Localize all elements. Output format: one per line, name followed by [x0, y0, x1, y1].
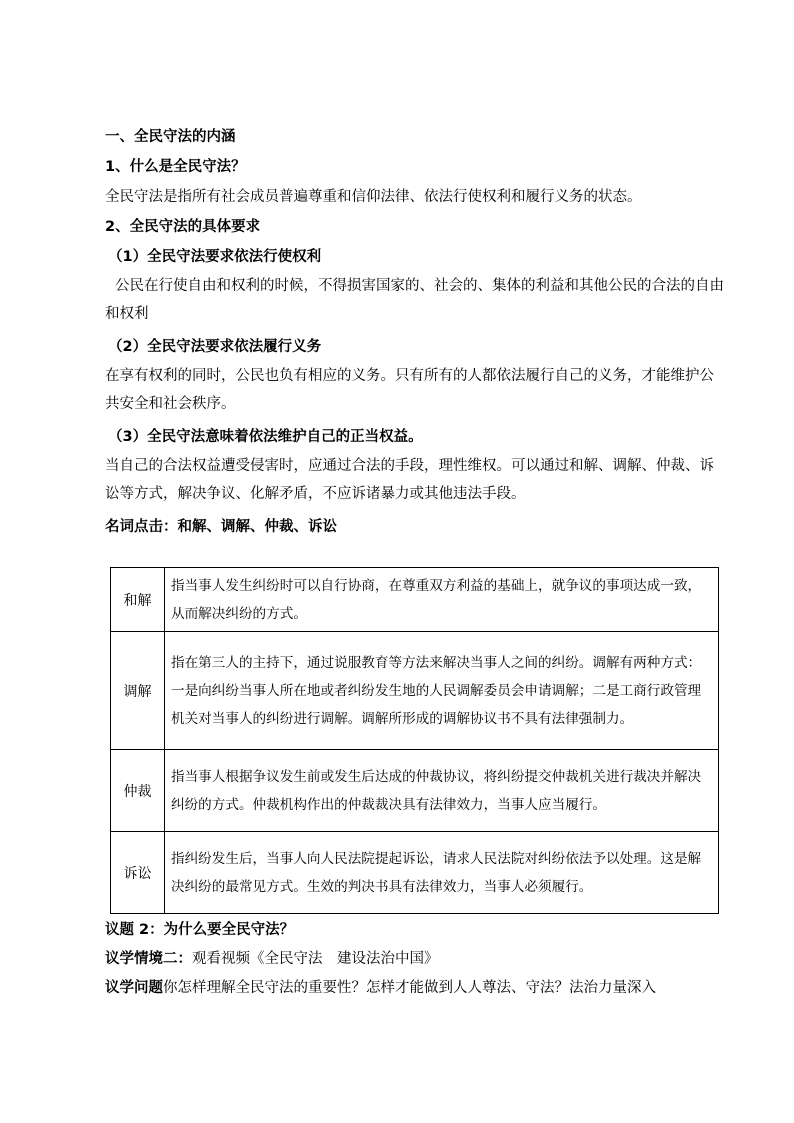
requirement-heading-1: （1）全民守法要求依法行使权利 [108, 249, 322, 265]
definition-cell: 指在第三人的主持下，通过说服教育等方法来解决当事人之间的纠纷。调解有两种方式：一是向纠纷当事人所在地或者纠纷发生地的人民调解委员会申请调解；二是工商行政管理机关对当事人的纠纷进行调解。调解所形成的调解协议书不具有法律强制力。 [165, 632, 719, 750]
scenario-label: 议学情境二： [105, 951, 192, 967]
question-line [105, 974, 725, 1003]
definition-cell: 指当事人发生纠纷时可以自行协商，在尊重双方利益的基础上，就争议的事项达成一致，从而解决纠纷的方式。 [165, 568, 719, 632]
question-label: 议学问题 [105, 980, 163, 996]
requirement-text-2: 在享有权利的同时，公民也负有相应的义务。只有所有的人都依法履行自己的义务，才能维护公共安全和社会秩序。 [105, 368, 714, 412]
definition-cell: 指纠纷发生后，当事人向人民法院提起诉讼，请求人民法院对纠纷依法予以处理。这是解决纠纷的最常见方式。生效的判决书具有法律效力，当事人必须履行。 [165, 832, 719, 914]
requirement-heading-2: （2）全民守法要求依法履行义务 [108, 339, 322, 355]
requirement-text-3: 当自己的合法权益遭受侵害时，应通过合法的手段，理性维权。可以通过和解、调解、仲裁、诉讼等方式，解决争议、化解矛盾，不应诉诸暴力或其他违法手段。 [105, 458, 714, 502]
topic-heading-2: 议题 2：为什么要全民守法？ [105, 922, 295, 938]
requirement-heading-3: （3）全民守法意味着依法维护自己的正当权益。 [108, 429, 423, 445]
scenario-text: 观看视频《全民守法 建设法治中国》 [192, 951, 439, 967]
terms-heading: 名词点击：和解、调解、仲裁、诉讼 [105, 519, 337, 535]
definition-paragraph: 全民守法是指所有社会成员普遍尊重和信仰法律、依法行使权利和履行义务的状态。 [105, 189, 642, 205]
term-cell: 诉讼 [111, 832, 165, 914]
section-heading-1: 一、全民守法的内涵 [105, 129, 236, 145]
table-row [111, 568, 719, 632]
question-heading-1: 1、什么是全民守法？ [105, 159, 246, 175]
main-content [105, 122, 725, 542]
question-heading-2: 2、全民守法的具体要求 [105, 219, 261, 235]
section-2 [105, 916, 725, 1003]
scenario-line [105, 945, 725, 974]
definition-cell: 指当事人根据争议发生前或发生后达成的仲裁协议，将纠纷提交仲裁机关进行裁决并解决纠纷的方式。仲裁机构作出的仲裁裁决具有法律效力，当事人应当履行。 [165, 750, 719, 832]
requirement-text-1: 公民在行使自由和权利的时候，不得损害国家的、社会的、集体的利益和其他公民的合法的自由和权利 [105, 278, 724, 322]
term-cell: 仲裁 [111, 750, 165, 832]
table-row [111, 750, 719, 832]
table-row [111, 632, 719, 750]
terms-table [110, 567, 719, 914]
term-cell: 和解 [111, 568, 165, 632]
question-text: 你怎样理解全民守法的重要性？怎样才能做到人人尊法、守法？法治力量深入 [163, 980, 656, 996]
term-cell: 调解 [111, 632, 165, 750]
table-row [111, 832, 719, 914]
